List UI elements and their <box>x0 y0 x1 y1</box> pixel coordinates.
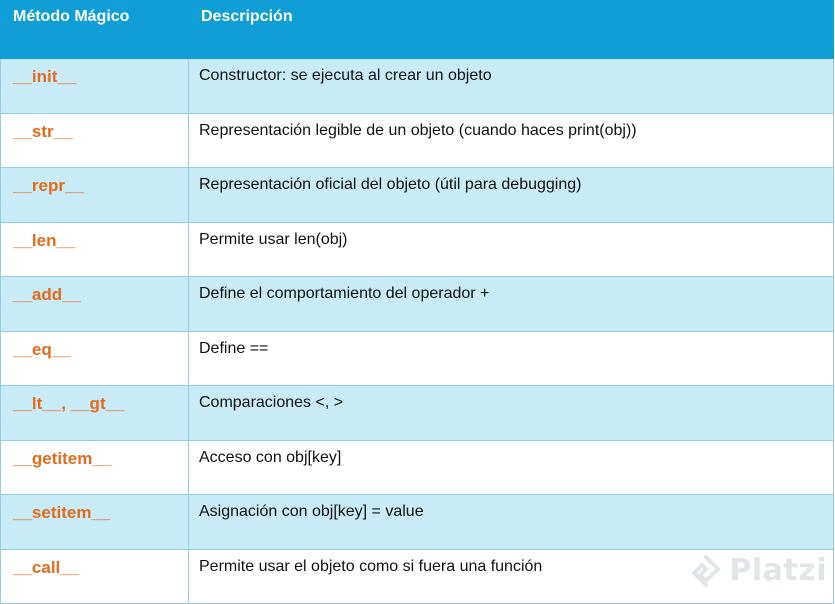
description-cell: Comparaciones <, > <box>189 386 834 441</box>
description-cell: Define el comportamiento del operador + <box>189 277 834 332</box>
header-method: Método Mágico <box>1 1 189 59</box>
table-body <box>1 59 834 604</box>
watermark-text: Platzi <box>729 553 827 588</box>
table-row <box>1 277 834 332</box>
table-row <box>1 113 834 168</box>
table-row <box>1 331 834 386</box>
method-cell: __init__ <box>1 59 189 114</box>
table-row <box>1 549 834 604</box>
table-row <box>1 222 834 277</box>
method-cell: __add__ <box>1 277 189 332</box>
method-cell: __lt__, __gt__ <box>1 386 189 441</box>
table-row <box>1 59 834 114</box>
method-cell: __setitem__ <box>1 495 189 550</box>
description-cell: Acceso con obj[key] <box>189 440 834 495</box>
description-cell: Define == <box>189 331 834 386</box>
table-header-row <box>1 1 834 59</box>
description-cell: Constructor: se ejecuta al crear un objeto <box>189 59 834 114</box>
method-cell: __call__ <box>1 549 189 604</box>
description-cell: Representación oficial del objeto (útil para debugging) <box>189 168 834 223</box>
method-cell: __str__ <box>1 113 189 168</box>
table-row <box>1 386 834 441</box>
description-cell: Permite usar el objeto como si fuera una función <box>189 549 834 604</box>
table-row <box>1 495 834 550</box>
table-header <box>1 1 834 59</box>
method-cell: __len__ <box>1 222 189 277</box>
description-cell: Asignación con obj[key] = value <box>189 495 834 550</box>
method-cell: __repr__ <box>1 168 189 223</box>
description-cell: Permite usar len(obj) <box>189 222 834 277</box>
description-cell: Representación legible de un objeto (cuando haces print(obj)) <box>189 113 834 168</box>
table-row <box>1 168 834 223</box>
header-description: Descripción <box>189 1 834 59</box>
method-cell: __getitem__ <box>1 440 189 495</box>
table-row <box>1 440 834 495</box>
method-cell: __eq__ <box>1 331 189 386</box>
